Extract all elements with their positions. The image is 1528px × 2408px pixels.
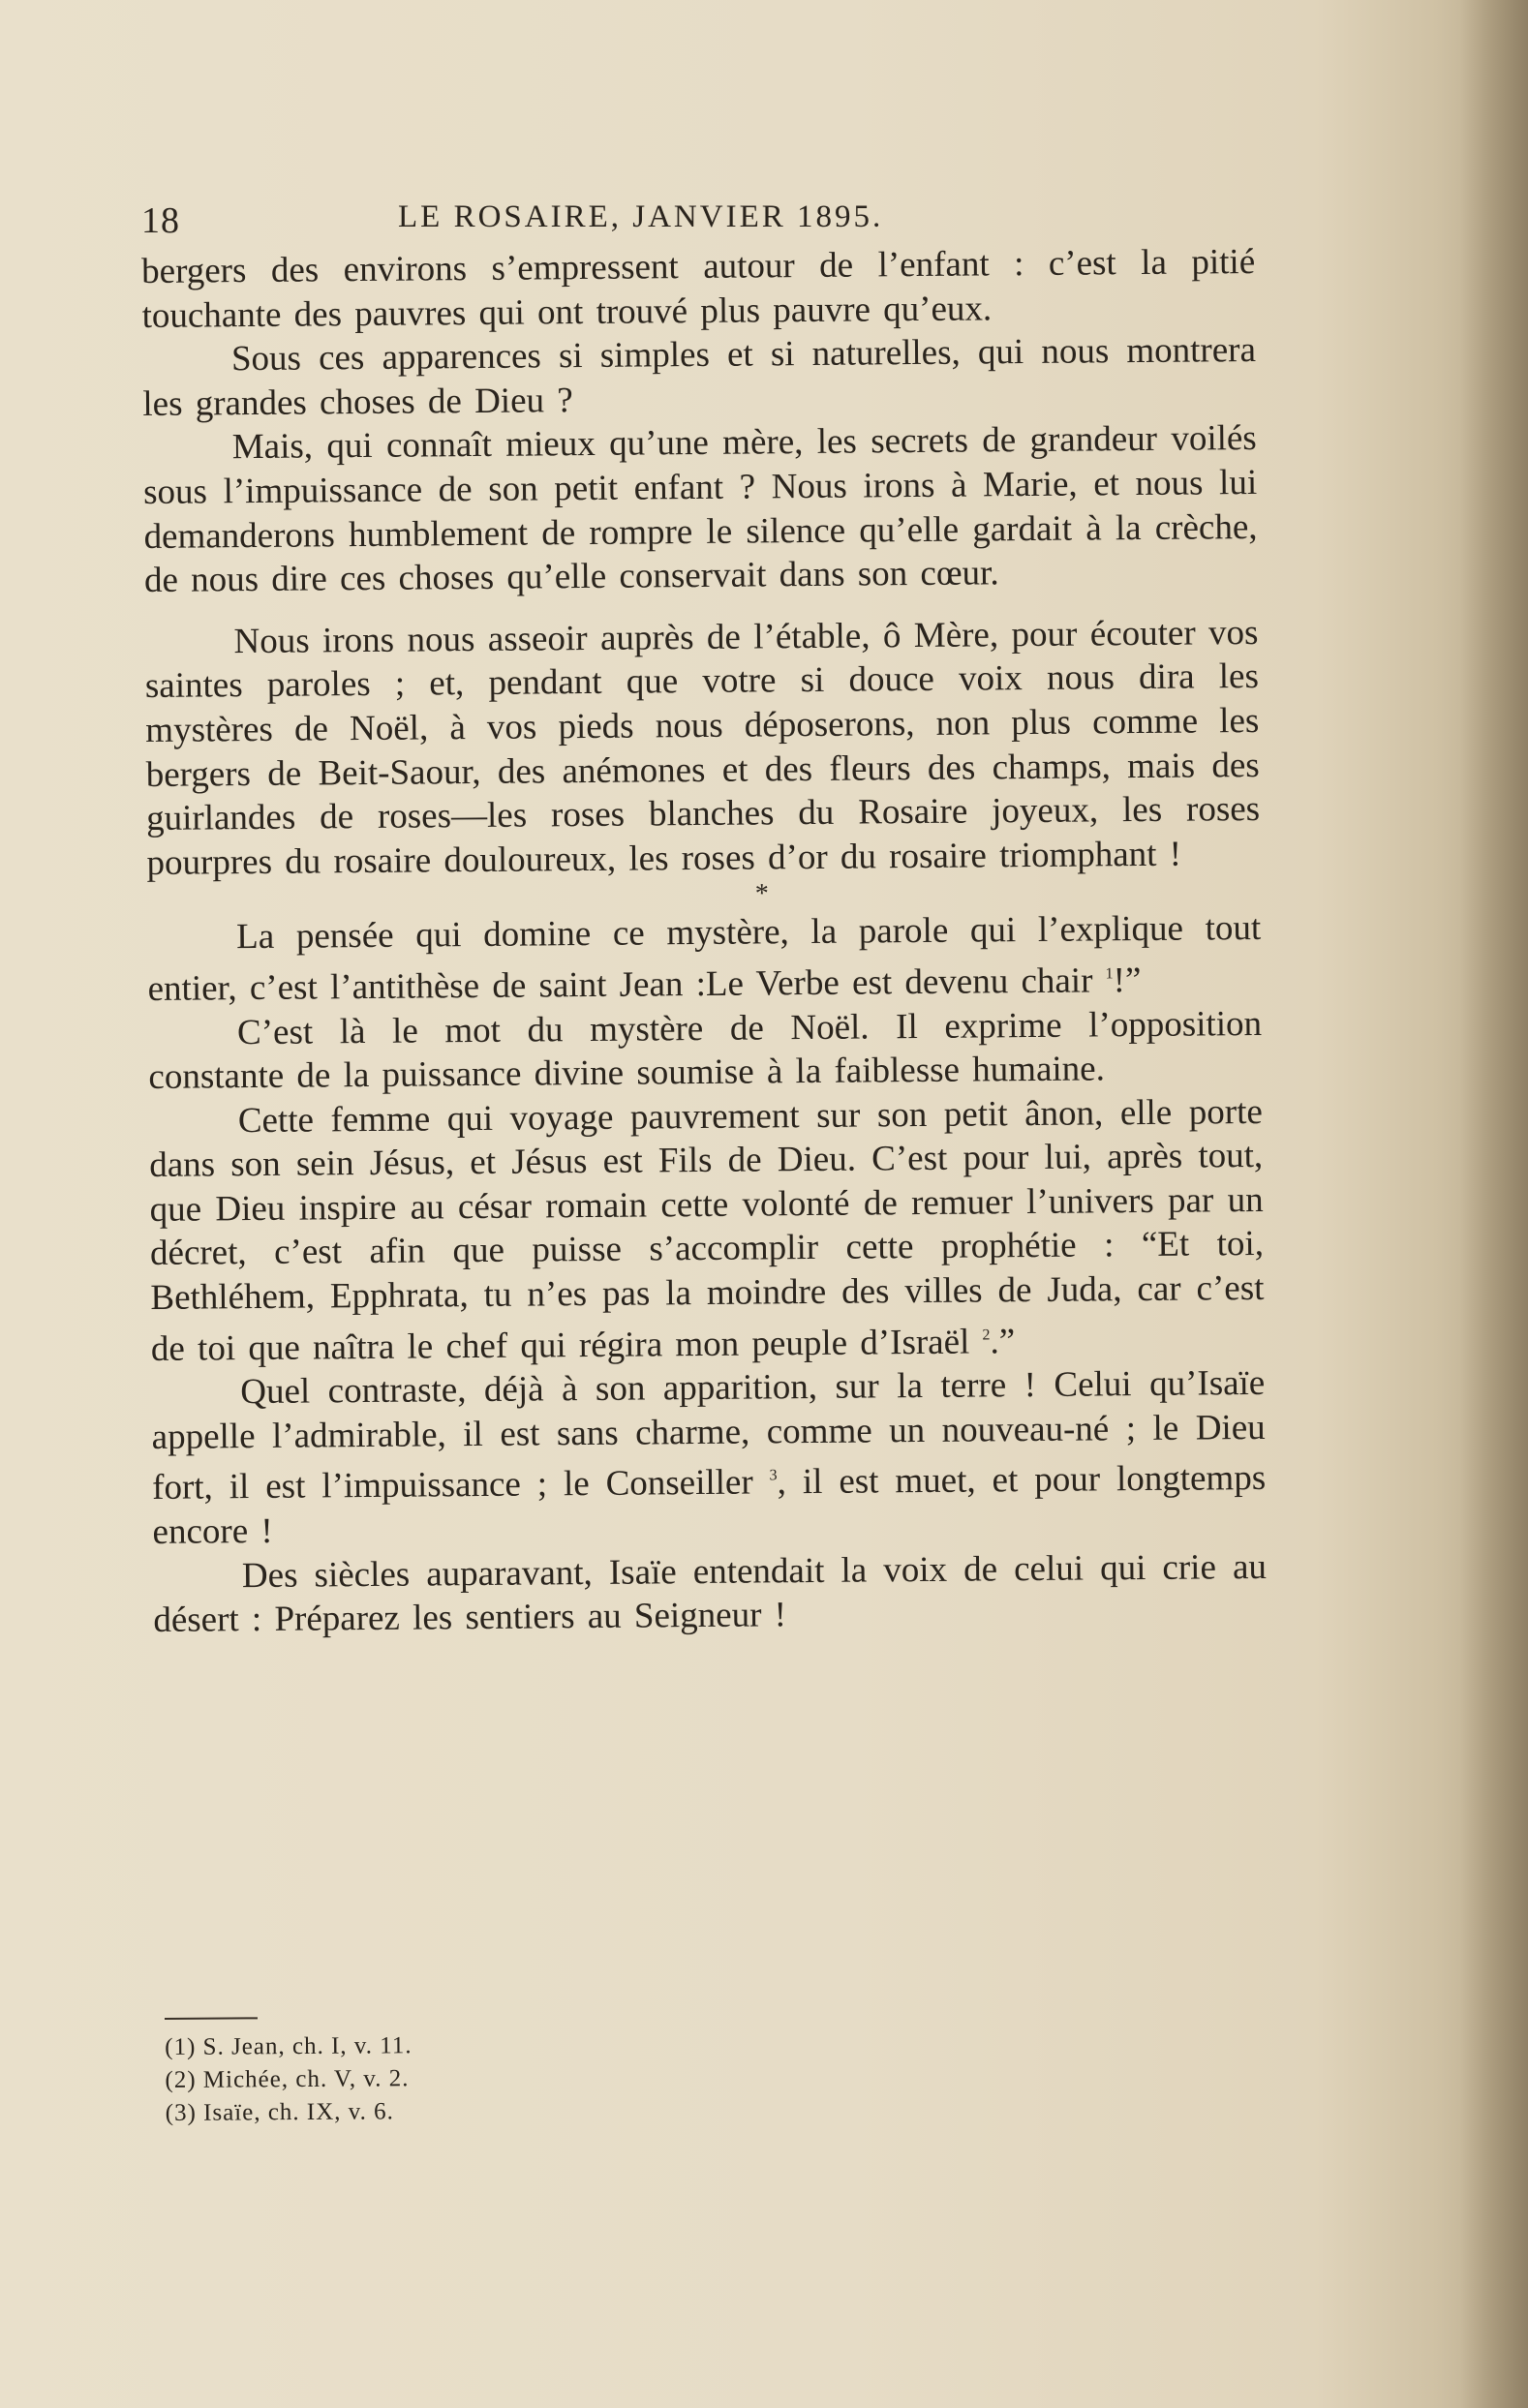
page-number: 18 <box>141 200 180 241</box>
paragraph-8 <box>151 1361 1267 1554</box>
section-asterism: * <box>754 878 769 909</box>
paragraph-4: Nous irons nous asseoir auprès de l’étable, ô Mère, pour écouter vos saintes paroles ; et, pendant que votre si douce voix nous dira les mystères de Noël, à vos pieds nous déposerons, non plus comme les bergers de Beit-Saour, des anémones et des fleurs des champs, mais des guirlandes de roses—les roses blanches du Rosaire joyeux, les roses pourpres du rosaire douloureux, les roses d’or du rosaire triomphant ! <box>144 612 1261 883</box>
footnote-ref-2: 2 <box>982 1326 991 1344</box>
paragraph-3: Mais, qui connaît mieux qu’une mère, les secrets de grandeur voilés sous l’impuissance de son petit enfant ? Nous irons à Marie, et nous lui demanderons humblement de rompre le silence qu’elle gardait à la crèche, de nous dire ces choses qu’elle conservait dans son cœur. <box>143 418 1258 601</box>
paragraph-5 <box>147 906 1262 1011</box>
main-text <box>141 240 1268 1643</box>
footnote-ref-3: 3 <box>769 1467 778 1484</box>
footnote-2: (2) Michée, ch. V, v. 2. <box>165 2065 410 2093</box>
footnote-rule <box>165 2017 258 2020</box>
paragraph-5-text: La pensée qui domine ce mystère, la parole qui l’explique tout entier, c’est l’antithèse de saint Jean :Le Verbe est devenu chair <box>147 908 1262 1009</box>
footnote-3: (3) Isaïe, ch. IX, v. 6. <box>165 2098 394 2126</box>
paragraph-7 <box>149 1090 1265 1372</box>
paragraph-7-text: Cette femme qui voyage pauvrement sur son petit ânon, elle porte dans son sein Jésus, et Jésus est Fils de Dieu. C’est pour lui, après tout, que Dieu inspire au césar romain cette volonté de remuer l’univers par un décret, c’est afin que puisse s’accomplir cette prophétie : “Et toi, Bethléhem, Epphrata, tu n’es pas la moindre des villes de Juda, car c’est de toi que naîtra le chef qui régira mon peuple d’Israël <box>149 1091 1265 1369</box>
paragraph-6: C’est là le mot du mystère de Noël. Il exprime l’opposition constante de la puissance divine soumise à la faiblesse humaine. <box>148 1003 1263 1098</box>
footnote-1: (1) S. Jean, ch. I, v. 11. <box>165 2032 413 2060</box>
footnote-ref-1: 1 <box>1105 965 1114 983</box>
footnotes <box>165 2013 843 2130</box>
paragraph-7-end: .” <box>990 1321 1016 1362</box>
page-gutter-shadow <box>1460 0 1528 2408</box>
paragraph-8-text: Quel contraste, déjà à son apparition, sur la terre ! Celui qu’Isaïe appelle l’admirable, il est sans charme, comme un nouveau-né ; le Dieu fort, il est l’impuissance ; le Conseiller <box>151 1363 1266 1509</box>
paragraph-5-end: !” <box>1113 960 1142 1001</box>
running-title: LE ROSAIRE, JANVIER 1895. <box>398 199 884 234</box>
paragraph-8-end: , il est muet, et pour longtemps encore ! <box>152 1458 1267 1552</box>
paragraph-9: Des siècles auparavant, Isaïe entendait la voix de celui qui crie au désert : Préparez les sentiers au Seigneur ! <box>153 1546 1268 1641</box>
paragraph-2: Sous ces apparences si simples et si naturelles, qui nous montrera les grandes choses de Dieu ? <box>142 330 1257 424</box>
paragraph-1: bergers des environs s’empressent autour de l’enfant : c’est la pitié touchante des pauvres qui ont trouvé plus pauvre qu’eux. <box>141 241 1256 336</box>
